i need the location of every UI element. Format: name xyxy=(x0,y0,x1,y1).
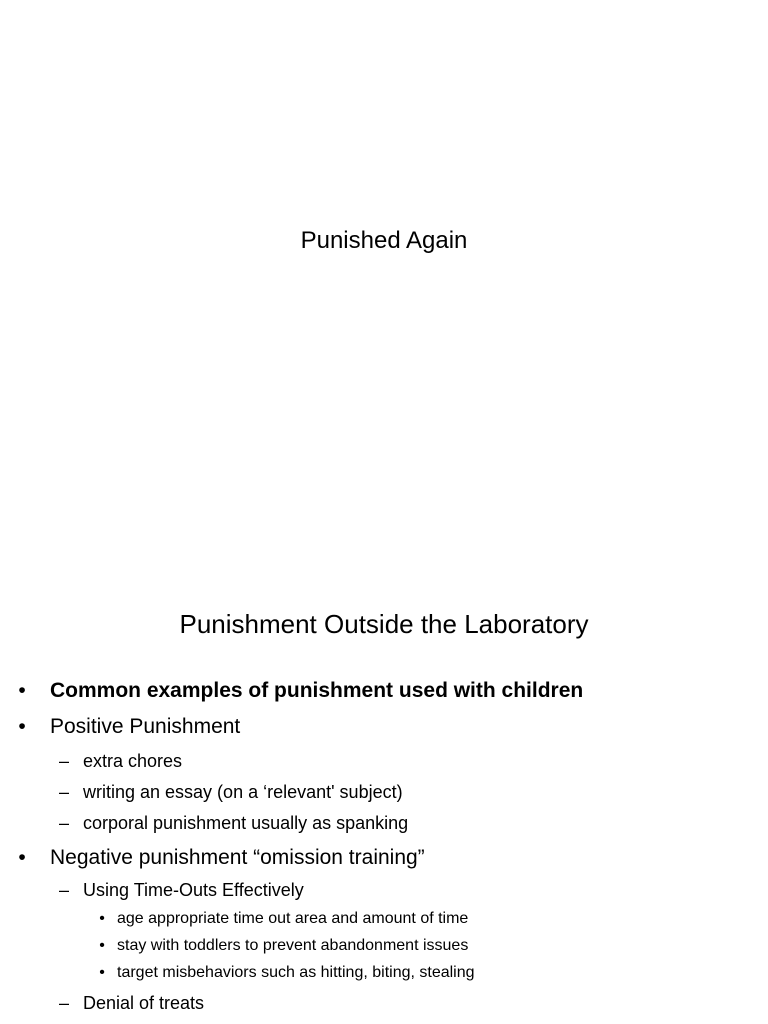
sub-bullet-text: writing an essay (on a ‘relevant' subject) xyxy=(83,782,403,802)
bullet-marker: • xyxy=(18,846,26,869)
bullet-text: Common examples of punishment used with children xyxy=(50,679,584,702)
slide-title: Punished Again xyxy=(300,227,468,254)
bullet-marker: • xyxy=(99,937,105,954)
dash-marker: – xyxy=(58,813,69,833)
bullet-marker: • xyxy=(18,715,26,738)
sub-bullet-text: extra chores xyxy=(83,751,183,771)
dash-marker: – xyxy=(58,782,69,802)
dash-marker: – xyxy=(58,751,69,771)
sub-bullet-text: Denial of treats xyxy=(83,993,205,1013)
sub-sub-bullet-text: target misbehaviors such as hitting, biting, stealing xyxy=(117,964,475,981)
sub-sub-bullet-text: stay with toddlers to prevent abandonment issues xyxy=(117,937,469,954)
slide-2 xyxy=(0,576,768,1024)
bullet-marker: • xyxy=(18,679,26,702)
slide-title: Punishment Outside the Laboratory xyxy=(179,609,589,639)
bullet-marker: • xyxy=(99,964,105,981)
bullet-text: Negative punishment “omission training” xyxy=(50,846,425,869)
bullet-text: Positive Punishment xyxy=(50,715,241,738)
sub-bullet-text: corporal punishment usually as spanking xyxy=(83,813,409,833)
sub-bullet-text: Using Time-Outs Effectively xyxy=(83,880,304,900)
dash-marker: – xyxy=(58,880,69,900)
dash-marker: – xyxy=(58,993,69,1013)
bullet-marker: • xyxy=(99,910,105,927)
sub-sub-bullet-text: age appropriate time out area and amount of time xyxy=(117,910,469,927)
